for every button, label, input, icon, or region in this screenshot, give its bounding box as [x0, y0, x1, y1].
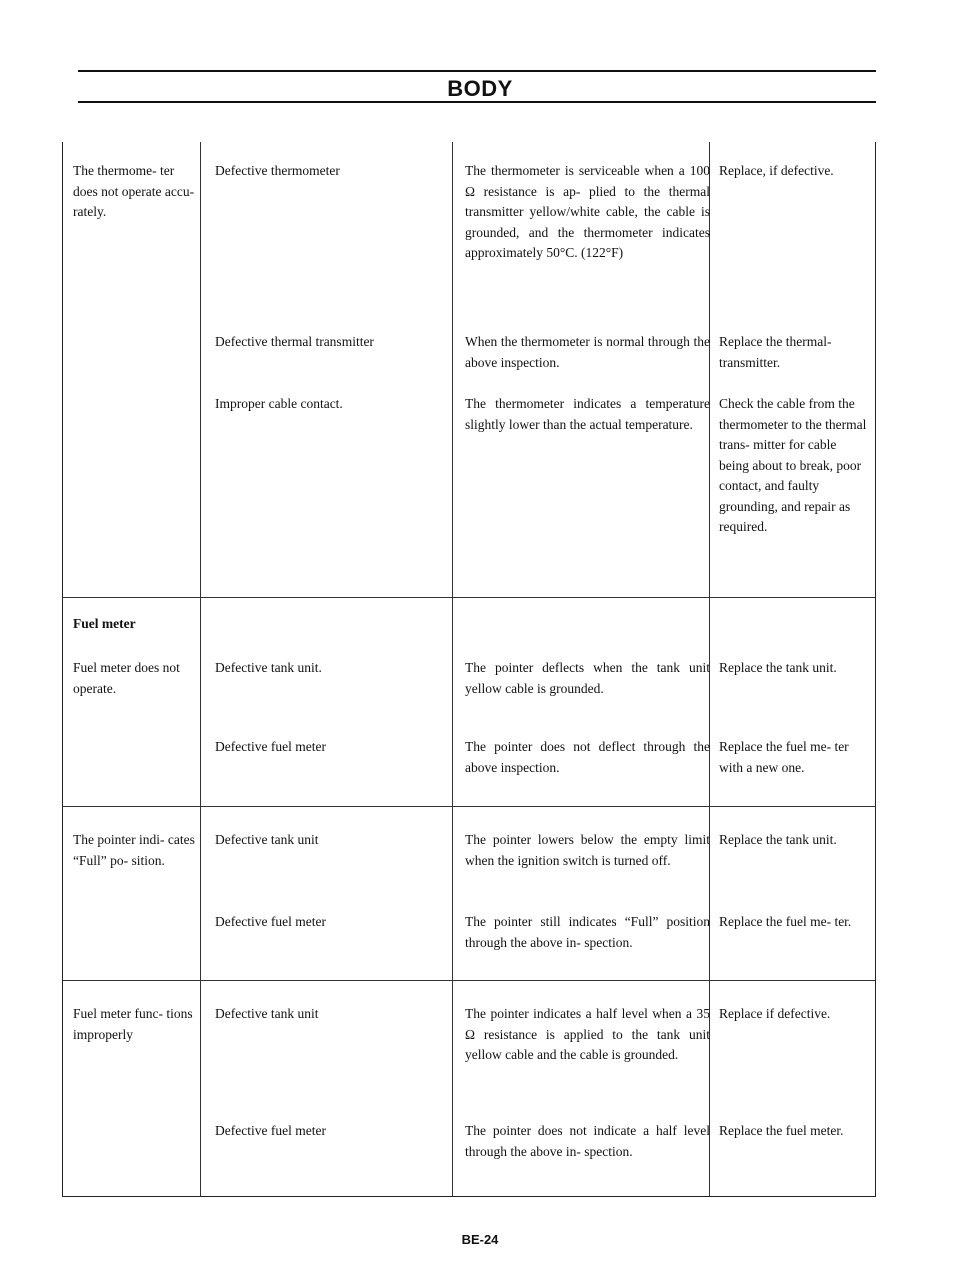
- cause-cell: Defective tank unit: [215, 832, 319, 847]
- remedy-cell: Replace the tank unit.: [719, 660, 837, 675]
- section-divider: [63, 806, 875, 807]
- cause-cell: Improper cable contact.: [215, 396, 343, 411]
- remedy-cell: Replace the fuel me- ter with a new one.: [719, 739, 849, 775]
- remedy-cell: Replace the fuel me- ter.: [719, 914, 852, 929]
- cause-cell: Defective tank unit.: [215, 660, 322, 675]
- symptom-cell: Fuel meter func- tions improperly: [73, 1006, 193, 1042]
- diagnosis-table: [62, 142, 876, 1197]
- header-rule-bottom: [78, 101, 876, 103]
- symptom-cell: Fuel meter does not operate.: [73, 660, 180, 696]
- section-divider: [63, 597, 875, 598]
- section-divider: [63, 980, 875, 981]
- page-title: BODY: [447, 76, 513, 101]
- header-rule-top: [78, 70, 876, 72]
- page-number: BE-24: [461, 1232, 499, 1247]
- check-cell: The thermometer indicates a temperature slightly lower than the actual temperature.: [465, 396, 710, 432]
- cause-cell: Defective thermometer: [215, 163, 340, 178]
- check-cell: The pointer deflects when the tank unit yellow cable is grounded.: [465, 660, 710, 696]
- check-cell: When the thermometer is normal through the above inspection.: [465, 334, 710, 370]
- remedy-cell: Replace the fuel meter.: [719, 1123, 844, 1138]
- symptom-cell: The thermome- ter does not operate accu- rately.: [73, 163, 195, 219]
- check-cell: The pointer does not indicate a half level through the above in- spection.: [465, 1123, 710, 1159]
- cause-cell: Defective tank unit: [215, 1006, 319, 1021]
- remedy-cell: Replace, if defective.: [719, 163, 834, 178]
- section-heading: Fuel meter: [73, 616, 136, 631]
- remedy-cell: Replace if defective.: [719, 1006, 831, 1021]
- column-divider: [452, 142, 453, 1196]
- remedy-cell: Replace the tank unit.: [719, 832, 837, 847]
- cause-cell: Defective fuel meter: [215, 914, 326, 929]
- check-cell: The thermometer is serviceable when a 100 Ω resistance is ap- plied to the thermal transmitter yellow/white cable, the cable is grounded, and the thermometer indicates approximately 50°C. (122°F): [465, 163, 710, 260]
- check-cell: The pointer indicates a half level when a 35 Ω resistance is applied to the tank unit yellow cable and the cable is grounded.: [465, 1006, 710, 1062]
- cause-cell: Defective thermal transmitter: [215, 334, 374, 349]
- column-divider: [200, 142, 201, 1196]
- check-cell: The pointer lowers below the empty limit when the ignition switch is turned off.: [465, 832, 710, 868]
- check-cell: The pointer does not deflect through the above inspection.: [465, 739, 710, 775]
- cause-cell: Defective fuel meter: [215, 739, 326, 754]
- remedy-cell: Check the cable from the thermometer to the thermal trans- mitter for cable being about to break, poor contact, and faulty grounding, and repair as required.: [719, 396, 867, 534]
- remedy-cell: Replace the thermal- transmitter.: [719, 334, 832, 370]
- check-cell: The pointer still indicates “Full” position through the above in- spection.: [465, 914, 710, 950]
- symptom-cell: The pointer indi- cates “Full” po- sition.: [73, 832, 195, 868]
- cause-cell: Defective fuel meter: [215, 1123, 326, 1138]
